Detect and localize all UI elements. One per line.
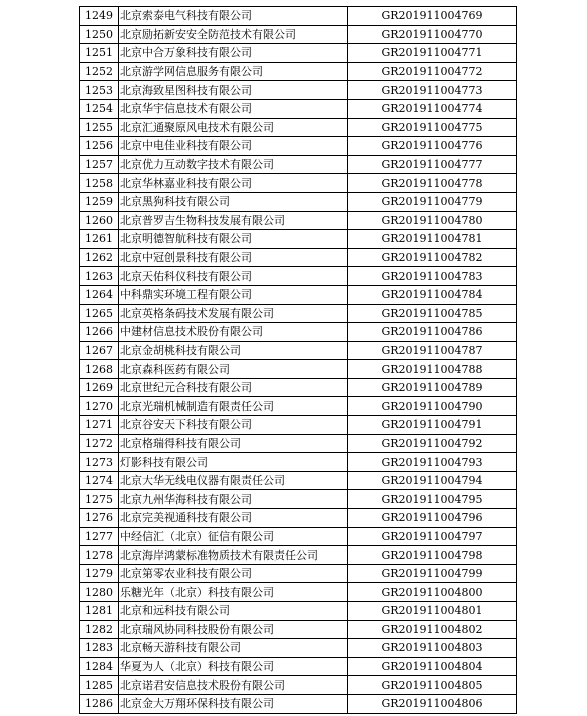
- company-name-cell: 中科鼎实环境工程有限公司: [119, 285, 348, 304]
- table-row: [80, 174, 517, 193]
- row-number-cell: 1260: [80, 211, 119, 230]
- company-name-cell: 北京优力互动数字技术有限公司: [119, 155, 348, 174]
- row-number-cell: 1258: [80, 174, 119, 193]
- table-row: [80, 471, 517, 490]
- row-number-cell: 1281: [80, 602, 119, 621]
- certificate-number-cell: GR201911004776: [348, 137, 517, 156]
- certificate-number-cell: GR201911004772: [348, 62, 517, 81]
- company-name-cell: 北京汇通聚原风电技术有限公司: [119, 118, 348, 137]
- row-number-cell: 1261: [80, 230, 119, 249]
- certificate-number-cell: GR201911004801: [348, 602, 517, 621]
- table-row: [80, 81, 517, 100]
- row-number-cell: 1262: [80, 248, 119, 267]
- table-row: [80, 397, 517, 416]
- company-name-cell: 北京完美视通科技有限公司: [119, 509, 348, 528]
- table-row: [80, 7, 517, 26]
- company-name-cell: 北京和远科技有限公司: [119, 602, 348, 621]
- certificate-number-cell: GR201911004771: [348, 44, 517, 63]
- company-name-cell: 北京海致星图科技有限公司: [119, 81, 348, 100]
- certificate-number-cell: GR201911004797: [348, 527, 517, 546]
- table-body: [80, 7, 517, 714]
- company-name-cell: 北京索泰电气科技有限公司: [119, 7, 348, 26]
- row-number-cell: 1252: [80, 62, 119, 81]
- certificate-number-cell: GR201911004803: [348, 639, 517, 658]
- row-number-cell: 1249: [80, 7, 119, 26]
- company-name-cell: 中经信汇（北京）征信有限公司: [119, 527, 348, 546]
- row-number-cell: 1251: [80, 44, 119, 63]
- table-row: [80, 192, 517, 211]
- company-list-table: [79, 6, 517, 714]
- table-row: [80, 25, 517, 44]
- row-number-cell: 1270: [80, 397, 119, 416]
- table-row: [80, 416, 517, 435]
- table-row: [80, 137, 517, 156]
- row-number-cell: 1283: [80, 639, 119, 658]
- row-number-cell: 1254: [80, 99, 119, 118]
- company-name-cell: 北京中冠创景科技有限公司: [119, 248, 348, 267]
- certificate-number-cell: GR201911004777: [348, 155, 517, 174]
- row-number-cell: 1250: [80, 25, 119, 44]
- table-row: [80, 155, 517, 174]
- certificate-number-cell: GR201911004770: [348, 25, 517, 44]
- certificate-number-cell: GR201911004798: [348, 546, 517, 565]
- certificate-number-cell: GR201911004780: [348, 211, 517, 230]
- company-name-cell: 中建材信息技术股份有限公司: [119, 323, 348, 342]
- company-name-cell: 北京九州华海科技有限公司: [119, 490, 348, 509]
- row-number-cell: 1267: [80, 341, 119, 360]
- table-row: [80, 490, 517, 509]
- company-name-cell: 乐糖光年（北京）科技有限公司: [119, 583, 348, 602]
- table-row: [80, 304, 517, 323]
- company-name-cell: 北京黑狗科技有限公司: [119, 192, 348, 211]
- row-number-cell: 1256: [80, 137, 119, 156]
- company-name-cell: 北京华林嘉业科技有限公司: [119, 174, 348, 193]
- table-row: [80, 657, 517, 676]
- row-number-cell: 1272: [80, 434, 119, 453]
- table-row: [80, 583, 517, 602]
- company-name-cell: 北京第零农业科技有限公司: [119, 564, 348, 583]
- company-name-cell: 北京励拓新安安全防范技术有限公司: [119, 25, 348, 44]
- certificate-number-cell: GR201911004806: [348, 694, 517, 713]
- company-name-cell: 北京天佑科仪科技有限公司: [119, 267, 348, 286]
- certificate-number-cell: GR201911004793: [348, 453, 517, 472]
- company-name-cell: 北京光瑞机械制造有限责任公司: [119, 397, 348, 416]
- certificate-number-cell: GR201911004796: [348, 509, 517, 528]
- certificate-number-cell: GR201911004804: [348, 657, 517, 676]
- company-name-cell: 华夏为人（北京）科技有限公司: [119, 657, 348, 676]
- company-name-cell: 北京森科医药有限公司: [119, 360, 348, 379]
- table-row: [80, 527, 517, 546]
- certificate-number-cell: GR201911004769: [348, 7, 517, 26]
- certificate-number-cell: GR201911004774: [348, 99, 517, 118]
- company-name-cell: 北京游学网信息服务有限公司: [119, 62, 348, 81]
- table-row: [80, 211, 517, 230]
- row-number-cell: 1268: [80, 360, 119, 379]
- row-number-cell: 1273: [80, 453, 119, 472]
- row-number-cell: 1282: [80, 620, 119, 639]
- certificate-number-cell: GR201911004783: [348, 267, 517, 286]
- certificate-number-cell: GR201911004778: [348, 174, 517, 193]
- table-row: [80, 118, 517, 137]
- row-number-cell: 1274: [80, 471, 119, 490]
- row-number-cell: 1264: [80, 285, 119, 304]
- row-number-cell: 1285: [80, 676, 119, 695]
- certificate-number-cell: GR201911004782: [348, 248, 517, 267]
- row-number-cell: 1259: [80, 192, 119, 211]
- company-name-cell: 北京谷安天下科技有限公司: [119, 416, 348, 435]
- row-number-cell: 1279: [80, 564, 119, 583]
- row-number-cell: 1269: [80, 378, 119, 397]
- row-number-cell: 1263: [80, 267, 119, 286]
- company-name-cell: 北京金胡桃科技有限公司: [119, 341, 348, 360]
- table-row: [80, 285, 517, 304]
- row-number-cell: 1255: [80, 118, 119, 137]
- company-name-cell: 北京金大万翔环保科技有限公司: [119, 694, 348, 713]
- table-row: [80, 546, 517, 565]
- table-row: [80, 602, 517, 621]
- row-number-cell: 1276: [80, 509, 119, 528]
- row-number-cell: 1280: [80, 583, 119, 602]
- row-number-cell: 1265: [80, 304, 119, 323]
- row-number-cell: 1286: [80, 694, 119, 713]
- table-row: [80, 694, 517, 713]
- certificate-number-cell: GR201911004791: [348, 416, 517, 435]
- table-row: [80, 564, 517, 583]
- table-row: [80, 323, 517, 342]
- row-number-cell: 1277: [80, 527, 119, 546]
- row-number-cell: 1257: [80, 155, 119, 174]
- company-name-cell: 北京瑞风协同科技股份有限公司: [119, 620, 348, 639]
- certificate-number-cell: GR201911004784: [348, 285, 517, 304]
- company-name-cell: 北京海岸鸿蒙标准物质技术有限责任公司: [119, 546, 348, 565]
- table-row: [80, 62, 517, 81]
- row-number-cell: 1278: [80, 546, 119, 565]
- certificate-number-cell: GR201911004773: [348, 81, 517, 100]
- certificate-number-cell: GR201911004779: [348, 192, 517, 211]
- table-row: [80, 267, 517, 286]
- table-row: [80, 341, 517, 360]
- table-row: [80, 453, 517, 472]
- row-number-cell: 1253: [80, 81, 119, 100]
- certificate-number-cell: GR201911004781: [348, 230, 517, 249]
- row-number-cell: 1271: [80, 416, 119, 435]
- table-row: [80, 44, 517, 63]
- table-row: [80, 99, 517, 118]
- certificate-number-cell: GR201911004788: [348, 360, 517, 379]
- row-number-cell: 1275: [80, 490, 119, 509]
- company-name-cell: 北京大华无线电仪器有限责任公司: [119, 471, 348, 490]
- table-row: [80, 434, 517, 453]
- company-name-cell: 北京普罗吉生物科技发展有限公司: [119, 211, 348, 230]
- table-row: [80, 639, 517, 658]
- company-name-cell: 灯影科技有限公司: [119, 453, 348, 472]
- table-row: [80, 509, 517, 528]
- company-name-cell: 北京诺君安信息技术股份有限公司: [119, 676, 348, 695]
- certificate-number-cell: GR201911004775: [348, 118, 517, 137]
- table-row: [80, 676, 517, 695]
- certificate-number-cell: GR201911004802: [348, 620, 517, 639]
- table-row: [80, 248, 517, 267]
- table-row: [80, 378, 517, 397]
- table-row: [80, 230, 517, 249]
- certificate-number-cell: GR201911004794: [348, 471, 517, 490]
- company-name-cell: 北京格瑞得科技有限公司: [119, 434, 348, 453]
- company-name-cell: 北京世纪元合科技有限公司: [119, 378, 348, 397]
- certificate-number-cell: GR201911004805: [348, 676, 517, 695]
- certificate-number-cell: GR201911004786: [348, 323, 517, 342]
- certificate-number-cell: GR201911004799: [348, 564, 517, 583]
- table-row: [80, 360, 517, 379]
- row-number-cell: 1284: [80, 657, 119, 676]
- company-name-cell: 北京英格条码技术发展有限公司: [119, 304, 348, 323]
- certificate-number-cell: GR201911004795: [348, 490, 517, 509]
- certificate-number-cell: GR201911004792: [348, 434, 517, 453]
- certificate-number-cell: GR201911004787: [348, 341, 517, 360]
- company-name-cell: 北京中合万象科技有限公司: [119, 44, 348, 63]
- company-name-cell: 北京华宇信息技术有限公司: [119, 99, 348, 118]
- company-name-cell: 北京中电佳业科技有限公司: [119, 137, 348, 156]
- certificate-number-cell: GR201911004790: [348, 397, 517, 416]
- company-name-cell: 北京畅天游科技有限公司: [119, 639, 348, 658]
- company-name-cell: 北京明德智航科技有限公司: [119, 230, 348, 249]
- row-number-cell: 1266: [80, 323, 119, 342]
- table-row: [80, 620, 517, 639]
- certificate-number-cell: GR201911004785: [348, 304, 517, 323]
- certificate-number-cell: GR201911004789: [348, 378, 517, 397]
- certificate-number-cell: GR201911004800: [348, 583, 517, 602]
